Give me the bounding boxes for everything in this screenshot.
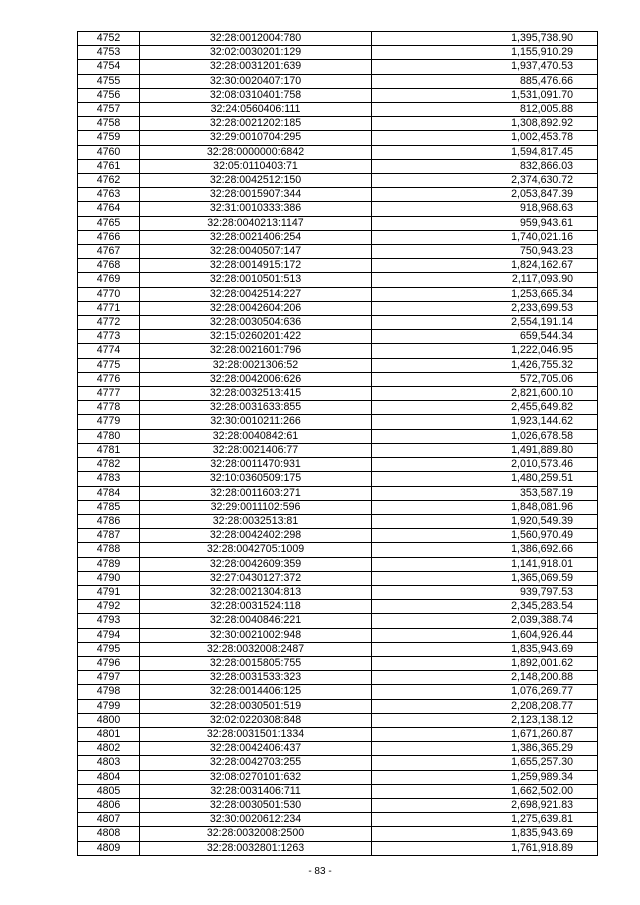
row-number-cell: 4780	[78, 429, 140, 443]
table-row	[78, 287, 598, 301]
table-row	[78, 656, 598, 670]
table-row	[78, 202, 598, 216]
row-number-cell: 4797	[78, 671, 140, 685]
amount-cell: 1,259,989.34	[372, 770, 598, 784]
amount-cell: 1,386,365.29	[372, 742, 598, 756]
amount-cell: 1,386,692.66	[372, 543, 598, 557]
amount-cell: 2,455,649.82	[372, 401, 598, 415]
amount-cell: 2,123,138.12	[372, 713, 598, 727]
row-number-cell: 4800	[78, 713, 140, 727]
table-row	[78, 401, 598, 415]
amount-cell: 1,365,069.59	[372, 571, 598, 585]
table-row	[78, 529, 598, 543]
row-number-cell: 4775	[78, 358, 140, 372]
table-row	[78, 330, 598, 344]
row-number-cell: 4765	[78, 216, 140, 230]
cadastral-number-cell: 32:28:0021406:254	[140, 230, 372, 244]
amount-cell: 885,476.66	[372, 74, 598, 88]
table-row	[78, 188, 598, 202]
amount-cell: 1,253,665.34	[372, 287, 598, 301]
table-row	[78, 571, 598, 585]
table-row	[78, 145, 598, 159]
row-number-cell: 4778	[78, 401, 140, 415]
cadastral-number-cell: 32:15:0260201:422	[140, 330, 372, 344]
row-number-cell: 4774	[78, 344, 140, 358]
amount-cell: 659,544.34	[372, 330, 598, 344]
cadastral-number-cell: 32:28:0042705:1009	[140, 543, 372, 557]
cadastral-number-cell: 32:28:0014406:125	[140, 685, 372, 699]
amount-cell: 1,395,738.90	[372, 32, 598, 46]
amount-cell: 2,208,208.77	[372, 699, 598, 713]
cadastral-number-cell: 32:08:0270101:632	[140, 770, 372, 784]
cadastral-number-cell: 32:28:0030504:636	[140, 316, 372, 330]
table-row	[78, 472, 598, 486]
amount-cell: 2,698,921.83	[372, 798, 598, 812]
cadastral-number-cell: 32:28:0042512:150	[140, 174, 372, 188]
table-row	[78, 514, 598, 528]
row-number-cell: 4794	[78, 628, 140, 642]
row-number-cell: 4753	[78, 46, 140, 60]
amount-cell: 2,148,200.88	[372, 671, 598, 685]
table-row	[78, 458, 598, 472]
amount-cell: 1,604,926.44	[372, 628, 598, 642]
cadastral-number-cell: 32:28:0032008:2487	[140, 642, 372, 656]
amount-cell: 1,923,144.62	[372, 415, 598, 429]
row-number-cell: 4762	[78, 174, 140, 188]
cadastral-number-cell: 32:28:0042703:255	[140, 756, 372, 770]
table-row	[78, 770, 598, 784]
cadastral-number-cell: 32:08:0310401:758	[140, 88, 372, 102]
row-number-cell: 4788	[78, 543, 140, 557]
row-number-cell: 4758	[78, 117, 140, 131]
amount-cell: 1,002,453.78	[372, 131, 598, 145]
amount-cell: 1,155,910.29	[372, 46, 598, 60]
cadastral-number-cell: 32:28:0040213:1147	[140, 216, 372, 230]
table-row	[78, 216, 598, 230]
amount-cell: 1,308,892.92	[372, 117, 598, 131]
row-number-cell: 4796	[78, 656, 140, 670]
amount-cell: 1,761,918.89	[372, 841, 598, 855]
row-number-cell: 4770	[78, 287, 140, 301]
table-row	[78, 486, 598, 500]
row-number-cell: 4755	[78, 74, 140, 88]
row-number-cell: 4768	[78, 259, 140, 273]
table-row	[78, 841, 598, 855]
row-number-cell: 4792	[78, 600, 140, 614]
row-number-cell: 4760	[78, 145, 140, 159]
table-row	[78, 60, 598, 74]
cadastral-number-cell: 32:28:0031533:323	[140, 671, 372, 685]
cadastral-number-cell: 32:30:0010211:266	[140, 415, 372, 429]
row-number-cell: 4799	[78, 699, 140, 713]
cadastral-number-cell: 32:29:0011102:596	[140, 500, 372, 514]
amount-cell: 1,275,639.81	[372, 813, 598, 827]
row-number-cell: 4764	[78, 202, 140, 216]
cadastral-number-cell: 32:28:0032513:81	[140, 514, 372, 528]
amount-cell: 1,426,755.32	[372, 358, 598, 372]
amount-cell: 1,892,001.62	[372, 656, 598, 670]
row-number-cell: 4801	[78, 727, 140, 741]
table-row	[78, 742, 598, 756]
amount-cell: 2,554,191.14	[372, 316, 598, 330]
row-number-cell: 4805	[78, 784, 140, 798]
cadastral-number-cell: 32:28:0021306:52	[140, 358, 372, 372]
amount-cell: 2,117,093.90	[372, 273, 598, 287]
row-number-cell: 4807	[78, 813, 140, 827]
row-number-cell: 4793	[78, 614, 140, 628]
cadastral-number-cell: 32:28:0040842:61	[140, 429, 372, 443]
cadastral-number-cell: 32:28:0040507:147	[140, 245, 372, 259]
amount-cell: 1,740,021.16	[372, 230, 598, 244]
amount-cell: 1,662,502.00	[372, 784, 598, 798]
amount-cell: 1,491,889.80	[372, 443, 598, 457]
cadastral-number-cell: 32:30:0021002:948	[140, 628, 372, 642]
row-number-cell: 4787	[78, 529, 140, 543]
table-row	[78, 827, 598, 841]
row-number-cell: 4790	[78, 571, 140, 585]
table-row	[78, 756, 598, 770]
cadastral-number-cell: 32:28:0010501:513	[140, 273, 372, 287]
table-row	[78, 699, 598, 713]
row-number-cell: 4806	[78, 798, 140, 812]
amount-cell: 1,141,918.01	[372, 557, 598, 571]
table-row	[78, 415, 598, 429]
amount-cell: 1,531,091.70	[372, 88, 598, 102]
row-number-cell: 4803	[78, 756, 140, 770]
row-number-cell: 4808	[78, 827, 140, 841]
records-table	[77, 31, 598, 856]
table-row	[78, 74, 598, 88]
amount-cell: 1,026,678.58	[372, 429, 598, 443]
amount-cell: 572,705.06	[372, 372, 598, 386]
amount-cell: 1,824,162.67	[372, 259, 598, 273]
cadastral-number-cell: 32:28:0011603:271	[140, 486, 372, 500]
amount-cell: 1,222,046.95	[372, 344, 598, 358]
row-number-cell: 4767	[78, 245, 140, 259]
row-number-cell: 4798	[78, 685, 140, 699]
amount-cell: 2,010,573.46	[372, 458, 598, 472]
cadastral-number-cell: 32:28:0031406:711	[140, 784, 372, 798]
amount-cell: 1,848,081.96	[372, 500, 598, 514]
cadastral-number-cell: 32:28:0030501:519	[140, 699, 372, 713]
table-row	[78, 117, 598, 131]
cadastral-number-cell: 32:28:0021601:796	[140, 344, 372, 358]
cadastral-number-cell: 32:28:0011470:931	[140, 458, 372, 472]
amount-cell: 1,671,260.87	[372, 727, 598, 741]
cadastral-number-cell: 32:28:0012004:780	[140, 32, 372, 46]
table-row	[78, 358, 598, 372]
cadastral-number-cell: 32:24:0560406:111	[140, 103, 372, 117]
row-number-cell: 4789	[78, 557, 140, 571]
table-row	[78, 88, 598, 102]
table-row	[78, 628, 598, 642]
table-row	[78, 443, 598, 457]
table-row	[78, 500, 598, 514]
row-number-cell: 4754	[78, 60, 140, 74]
cadastral-number-cell: 32:28:0032008:2500	[140, 827, 372, 841]
amount-cell: 1,835,943.69	[372, 642, 598, 656]
row-number-cell: 4804	[78, 770, 140, 784]
cadastral-number-cell: 32:28:0014915:172	[140, 259, 372, 273]
cadastral-number-cell: 32:05:0110403:71	[140, 159, 372, 173]
cadastral-number-cell: 32:28:0015907:344	[140, 188, 372, 202]
row-number-cell: 4756	[78, 88, 140, 102]
amount-cell: 2,233,699.53	[372, 301, 598, 315]
amount-cell: 353,587.19	[372, 486, 598, 500]
amount-cell: 1,480,259.51	[372, 472, 598, 486]
table-row	[78, 813, 598, 827]
cadastral-number-cell: 32:28:0021202:185	[140, 117, 372, 131]
amount-cell: 2,345,283.54	[372, 600, 598, 614]
table-row	[78, 344, 598, 358]
table-row	[78, 429, 598, 443]
cadastral-number-cell: 32:28:0021406:77	[140, 443, 372, 457]
amount-cell: 750,943.23	[372, 245, 598, 259]
table-row	[78, 301, 598, 315]
cadastral-number-cell: 32:28:0031633:855	[140, 401, 372, 415]
table-row	[78, 159, 598, 173]
table-row	[78, 372, 598, 386]
amount-cell: 832,866.03	[372, 159, 598, 173]
cadastral-number-cell: 32:28:0000000:6842	[140, 145, 372, 159]
table-row	[78, 543, 598, 557]
cadastral-number-cell: 32:10:0360509:175	[140, 472, 372, 486]
cadastral-number-cell: 32:28:0042402:298	[140, 529, 372, 543]
table-row	[78, 32, 598, 46]
table-row	[78, 245, 598, 259]
table-row	[78, 259, 598, 273]
amount-cell: 1,835,943.69	[372, 827, 598, 841]
cadastral-number-cell: 32:28:0042006:626	[140, 372, 372, 386]
cadastral-number-cell: 32:28:0032513:415	[140, 387, 372, 401]
row-number-cell: 4784	[78, 486, 140, 500]
row-number-cell: 4782	[78, 458, 140, 472]
cadastral-number-cell: 32:28:0042609:359	[140, 557, 372, 571]
row-number-cell: 4791	[78, 585, 140, 599]
table-row	[78, 713, 598, 727]
row-number-cell: 4809	[78, 841, 140, 855]
amount-cell: 939,797.53	[372, 585, 598, 599]
amount-cell: 2,053,847.39	[372, 188, 598, 202]
cadastral-number-cell: 32:28:0015805:755	[140, 656, 372, 670]
cadastral-number-cell: 32:28:0030501:530	[140, 798, 372, 812]
table-row	[78, 316, 598, 330]
row-number-cell: 4759	[78, 131, 140, 145]
row-number-cell: 4772	[78, 316, 140, 330]
table-row	[78, 585, 598, 599]
table-row	[78, 600, 598, 614]
cadastral-number-cell: 32:31:0010333:386	[140, 202, 372, 216]
cadastral-number-cell: 32:30:0020407:170	[140, 74, 372, 88]
row-number-cell: 4757	[78, 103, 140, 117]
table-row	[78, 727, 598, 741]
cadastral-number-cell: 32:02:0220308:848	[140, 713, 372, 727]
row-number-cell: 4783	[78, 472, 140, 486]
amount-cell: 1,594,817.45	[372, 145, 598, 159]
cadastral-number-cell: 32:28:0042406:437	[140, 742, 372, 756]
row-number-cell: 4766	[78, 230, 140, 244]
row-number-cell: 4752	[78, 32, 140, 46]
table-row	[78, 671, 598, 685]
table-row	[78, 103, 598, 117]
cadastral-number-cell: 32:30:0020612:234	[140, 813, 372, 827]
cadastral-number-cell: 32:28:0021304:813	[140, 585, 372, 599]
row-number-cell: 4777	[78, 387, 140, 401]
amount-cell: 1,920,549.39	[372, 514, 598, 528]
table-row	[78, 685, 598, 699]
row-number-cell: 4779	[78, 415, 140, 429]
row-number-cell: 4781	[78, 443, 140, 457]
amount-cell: 2,821,600.10	[372, 387, 598, 401]
table-row	[78, 614, 598, 628]
cadastral-number-cell: 32:28:0042514:227	[140, 287, 372, 301]
row-number-cell: 4761	[78, 159, 140, 173]
amount-cell: 959,943.61	[372, 216, 598, 230]
cadastral-number-cell: 32:02:0030201:129	[140, 46, 372, 60]
row-number-cell: 4773	[78, 330, 140, 344]
page-number: - 83 -	[308, 866, 332, 877]
cadastral-number-cell: 32:28:0040846:221	[140, 614, 372, 628]
row-number-cell: 4785	[78, 500, 140, 514]
table-row	[78, 557, 598, 571]
row-number-cell: 4786	[78, 514, 140, 528]
table-row	[78, 230, 598, 244]
cadastral-number-cell: 32:28:0042604:206	[140, 301, 372, 315]
row-number-cell: 4776	[78, 372, 140, 386]
cadastral-number-cell: 32:28:0031501:1334	[140, 727, 372, 741]
cadastral-number-cell: 32:29:0010704:295	[140, 131, 372, 145]
amount-cell: 2,039,388.74	[372, 614, 598, 628]
amount-cell: 1,655,257.30	[372, 756, 598, 770]
table-row	[78, 46, 598, 60]
row-number-cell: 4769	[78, 273, 140, 287]
cadastral-number-cell: 32:28:0031524:118	[140, 600, 372, 614]
records-table-body	[78, 32, 598, 856]
table-row	[78, 784, 598, 798]
amount-cell: 2,374,630.72	[372, 174, 598, 188]
cadastral-number-cell: 32:28:0032801:1263	[140, 841, 372, 855]
amount-cell: 812,005.88	[372, 103, 598, 117]
table-row	[78, 798, 598, 812]
amount-cell: 1,560,970.49	[372, 529, 598, 543]
table-row	[78, 387, 598, 401]
table-row	[78, 273, 598, 287]
table-row	[78, 642, 598, 656]
table-row	[78, 174, 598, 188]
amount-cell: 1,937,470.53	[372, 60, 598, 74]
amount-cell: 918,968.63	[372, 202, 598, 216]
row-number-cell: 4795	[78, 642, 140, 656]
amount-cell: 1,076,269.77	[372, 685, 598, 699]
cadastral-number-cell: 32:28:0031201:639	[140, 60, 372, 74]
row-number-cell: 4802	[78, 742, 140, 756]
table-row	[78, 131, 598, 145]
row-number-cell: 4771	[78, 301, 140, 315]
row-number-cell: 4763	[78, 188, 140, 202]
cadastral-number-cell: 32:27:0430127:372	[140, 571, 372, 585]
